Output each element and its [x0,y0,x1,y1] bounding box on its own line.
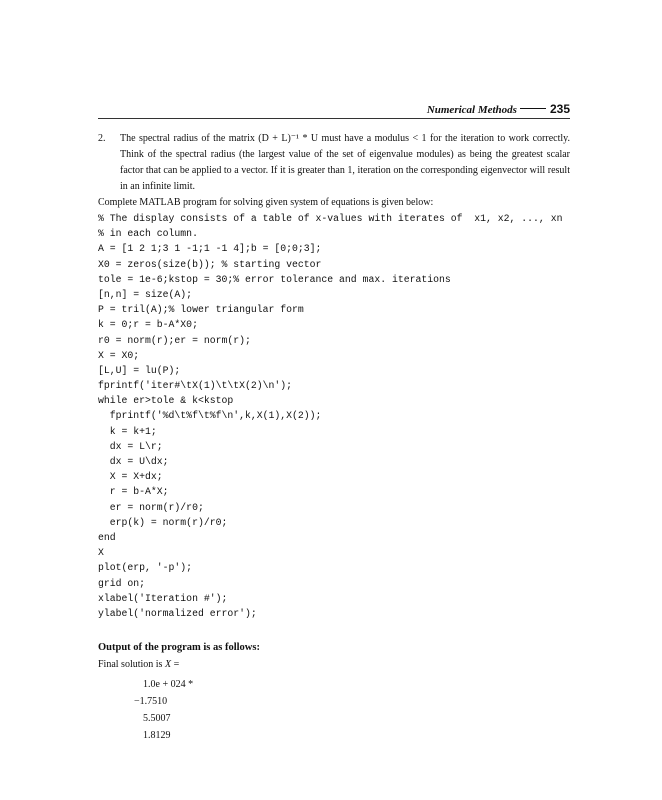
code-line: erp(k) = norm(r)/r0; [98,516,228,528]
running-header [98,100,570,116]
solution-value: −1.7510 [134,696,168,707]
code-line: A = [1 2 1;3 1 -1;1 -1 4];b = [0;0;3]; [98,243,322,255]
header-rule [520,108,546,109]
numbered-item [98,131,570,195]
code-line: tole = 1e-6;kstop = 30;% error tolerance and max. iterations [98,273,451,285]
item-text: The spectral radius of the matrix (D + L)⁻¹ * U must have a modulus < 1 for the iteration to work correctly. Think of the spectral radius (the largest value of the set of eigenvalue modules) as being the greatest scalar factor that can be applied to a vector. If it is greater than 1, iteration on the corresponding eigenvector will result in an infinite limit. [120,133,570,192]
code-line: ylabel('normalized error'); [98,607,257,619]
code-line: [n,n] = size(A); [98,288,193,300]
code-line: % The display consists of a table of x-values with iterates of x1, x2, ..., xn [98,213,563,224]
scale-factor: 1.0e + 024 * [143,679,194,690]
solution-value: 5.5007 [143,713,171,724]
code-line: X = X+dx; [98,471,163,483]
code-line: while er>tole & k<kstop [98,395,234,407]
solution-value: 1.8129 [143,730,171,741]
code-line: fprintf('%d\t%f\t%f\n',k,X(1),X(2)); [98,410,322,422]
code-line: X0 = zeros(size(b)); % starting vector [98,258,322,270]
code-line: dx = L\r; [98,440,163,452]
code-line: P = tril(A);% lower triangular form [98,304,304,316]
code-line: xlabel('Iteration #'); [98,592,228,604]
header-divider [98,118,570,119]
output-heading: Output of the program is as follows: [98,642,260,653]
code-line: r0 = norm(r);er = norm(r); [98,334,251,346]
final-prefix: Final solution is [98,659,165,670]
final-solution-line [98,659,179,670]
code-line: k = k+1; [98,425,157,437]
code-line: end [98,531,116,543]
final-variable: X [164,659,172,670]
code-line: % in each column. [98,228,198,240]
code-line: X [98,547,104,559]
running-title: Numerical Methods [426,104,517,116]
code-line: [L,U] = lu(P); [98,364,181,376]
matlab-code-block [98,211,578,621]
code-line: plot(erp, '-p'); [98,562,193,574]
code-line: dx = U\dx; [98,456,169,467]
solution-values [134,693,171,744]
code-line: er = norm(r)/r0; [98,501,204,513]
code-line: r = b-A*X; [98,486,169,498]
code-line: fprintf('iter#\tX(1)\t\tX(2)\n'); [98,380,293,392]
item-number: 2. [98,133,106,144]
page-number: 235 [549,102,570,116]
code-line: k = 0;r = b-A*X0; [98,319,198,331]
code-line: X = X0; [98,349,140,361]
code-line: grid on; [98,577,146,589]
final-suffix: = [171,659,180,670]
intro-paragraph: Complete MATLAB program for solving given system of equations is given below: [98,197,434,208]
